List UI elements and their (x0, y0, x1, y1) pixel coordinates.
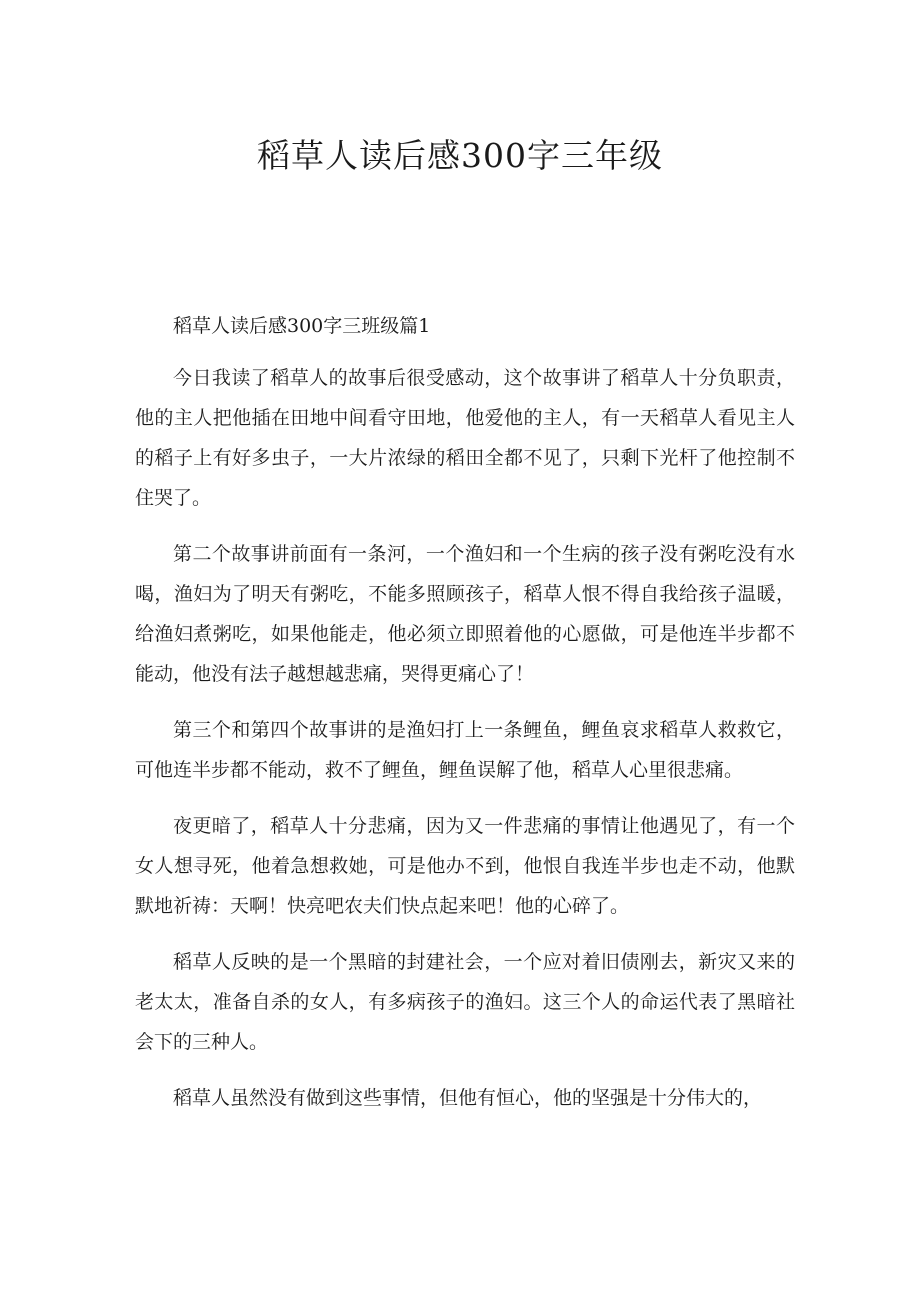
paragraph: 夜更暗了，稻草人十分悲痛，因为又一件悲痛的事情让他遇见了，有一个女人想寻死，他着急想救她，可是他办不到，他恨自我连半步也走不动，他默默地祈祷：天啊！快亮吧农夫们快点起来吧！他的心碎了。 (135, 815, 795, 917)
page-title: 稻草人读后感300字三年级 (257, 136, 663, 175)
paragraph: 稻草人虽然没有做到这些事情，但他有恒心，他的坚强是十分伟大的， (173, 1087, 763, 1109)
paragraph: 第二个故事讲前面有一条河，一个渔妇和一个生病的孩子没有粥吃没有水喝，渔妇为了明天有粥吃，不能多照顾孩子，稻草人恨不得自我给孩子温暖，给渔妇煮粥吃，如果他能走，他必须立即照着他的心愿做，可是他连半步都不能动，他没有法子越想越悲痛，哭得更痛心了！ (135, 543, 795, 685)
paragraph: 第三个和第四个故事讲的是渔妇打上一条鲤鱼，鲤鱼哀求稻草人救救它，可他连半步都不能动，救不了鲤鱼，鲤鱼误解了他，稻草人心里很悲痛。 (135, 719, 795, 781)
section-heading: 稻草人读后感300字三班级篇1 (173, 315, 431, 337)
paragraph: 稻草人反映的是一个黑暗的封建社会，一个应对着旧债刚去，新灾又来的老太太，准备自杀的女人，有多病孩子的渔妇。这三个人的命运代表了黑暗社会下的三种人。 (135, 951, 795, 1053)
document-body (135, 306, 795, 1134)
paragraph: 今日我读了稻草人的故事后很受感动，这个故事讲了稻草人十分负职责，他的主人把他插在田地中间看守田地，他爱他的主人，有一天稻草人看见主人的稻子上有好多虫子，一大片浓绿的稻田全都不见了，只剩下光杆了他控制不住哭了。 (135, 367, 795, 509)
